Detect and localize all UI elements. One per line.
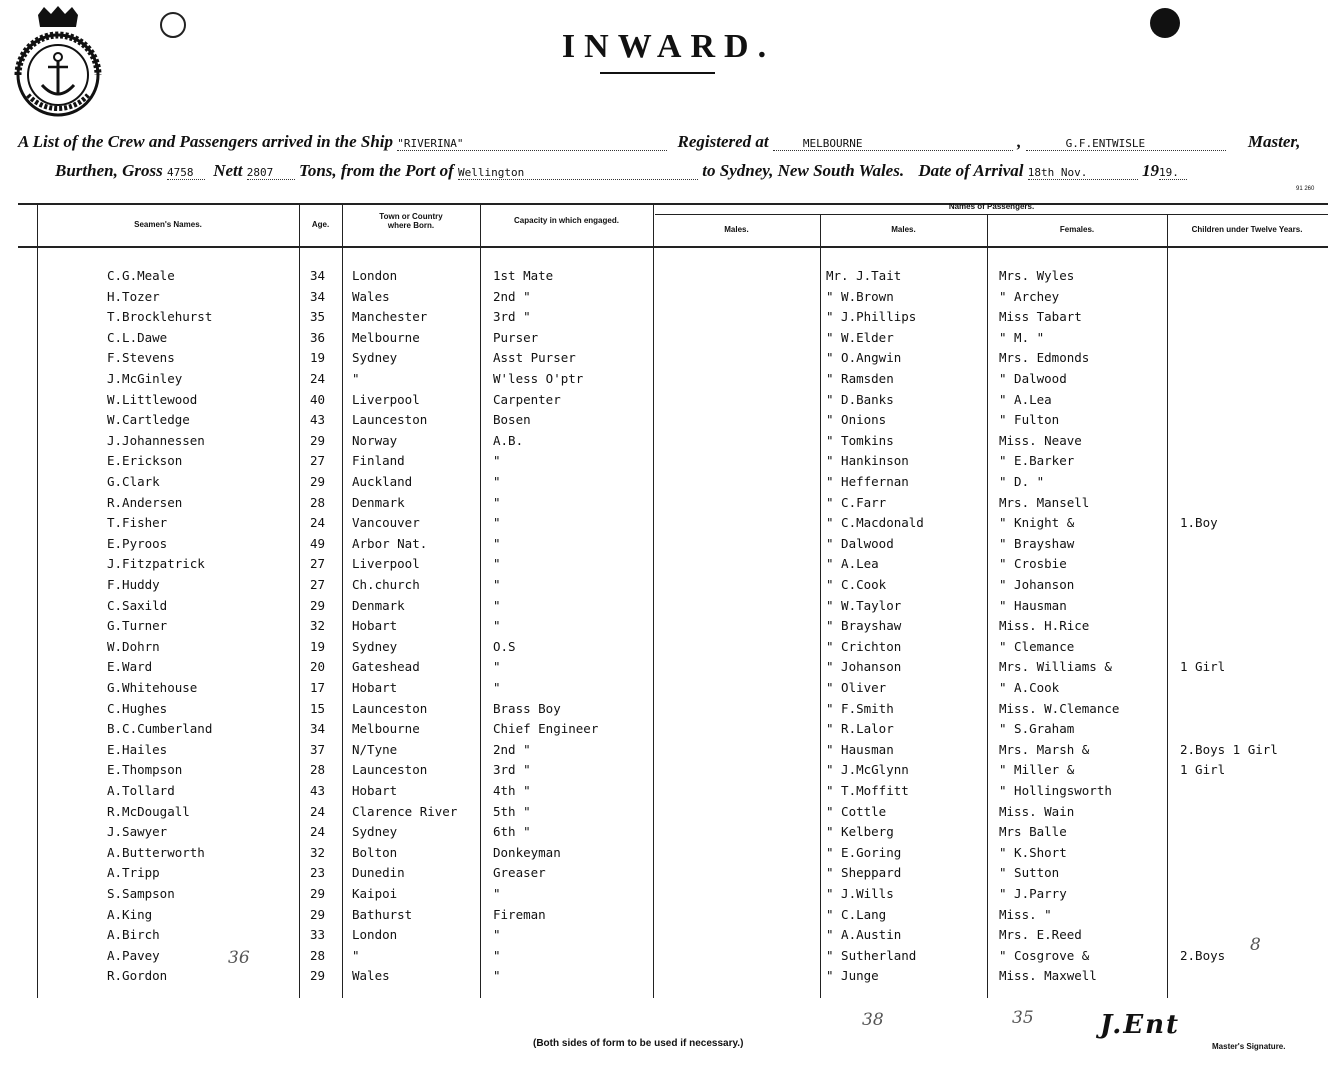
seaman-age: 29 [310,968,326,984]
passenger-female: " E.Barker [999,453,1075,469]
passenger-male: " F.Smith [826,700,894,716]
passenger-female: " Dalwood [999,371,1067,386]
seaman-birthplace: Liverpool [352,391,420,407]
seaman-capacity: " [493,659,501,675]
seaman-capacity: " [493,886,501,901]
seaman-age: 35 [310,309,326,325]
passenger-male: " E.Goring [826,844,902,860]
passenger-male: Mr. J.Tait [826,268,902,283]
passenger-male: " Cottle [826,803,887,819]
seaman-age: 28 [310,762,326,778]
registered-port: MELBOURNE [773,137,1013,151]
seaman-birthplace: London [352,268,398,283]
passenger-female: " Hausman [999,597,1067,613]
passenger-female: " S.Graham [999,721,1075,737]
seaman-age: 15 [310,700,326,716]
seaman-age: 29 [310,886,326,901]
passenger-children: 2.Boys 1 Girl [1180,741,1278,757]
passenger-female: Miss. Maxwell [999,968,1097,984]
seaman-age: 24 [310,371,326,386]
col-rule-4 [653,203,654,998]
header-line-1: A List of the Crew and Passengers arrived in the Ship "RIVERINA" Registered at MELBOURNE , G.F.ENTWISLE Master, [18,132,1301,151]
seaman-birthplace: Manchester [352,309,428,325]
children-count-annotation: 8 [1250,935,1261,955]
seaman-birthplace: Kaipoi [352,886,398,901]
passenger-female: Miss Tabart [999,309,1082,325]
seaman-birthplace: Melbourne [352,329,420,345]
to-label: to Sydney, New South Wales. [702,161,905,180]
passenger-male: " Crichton [826,638,902,654]
passengers-subhead-rule [655,214,1328,215]
master-label: Master, [1247,132,1301,151]
seaman-capacity: O.S [493,638,516,654]
passenger-male: " Sheppard [826,865,902,881]
seaman-capacity: 3rd " [493,309,531,325]
seaman-capacity: " [493,947,501,963]
seaman-age: 19 [310,350,326,366]
seaman-age: 43 [310,783,326,798]
passenger-female: " K.Short [999,844,1067,860]
seaman-capacity: " [493,597,501,613]
passenger-female: " Cosgrove & [999,947,1090,963]
seaman-name: R.McDougall [107,803,190,819]
passenger-male: " O.Angwin [826,350,902,366]
passenger-female: " A.Lea [999,391,1052,407]
passenger-female: Mrs. Williams & [999,659,1112,675]
seaman-birthplace: London [352,927,398,943]
seaman-capacity: " [493,680,501,695]
seaman-name: W.Dohrn [107,638,160,654]
passenger-male: " Ramsden [826,371,894,386]
tons-label: Tons, from the Port of [299,161,454,180]
seaman-birthplace: Norway [352,432,398,448]
col-rule-5 [820,214,821,998]
passenger-male: " Heffernan [826,474,909,489]
passenger-male: " C.Macdonald [826,515,924,531]
title-underline [600,72,715,74]
col-rule-6 [987,214,988,998]
seaman-capacity: Carpenter [493,391,561,407]
passenger-female: " Johanson [999,577,1075,592]
seaman-name: T.Brocklehurst [107,309,213,325]
seaman-capacity: Donkeyman [493,844,561,860]
passenger-female: Miss. Wain [999,803,1075,819]
seaman-name: W.Littlewood [107,391,198,407]
seaman-age: 24 [310,824,326,840]
passenger-children: 1 Girl [1180,659,1226,675]
passenger-male: " Junge [826,968,879,984]
year-prefix: 19 [1141,161,1159,180]
passenger-female: " M. " [999,329,1045,345]
passenger-female: " Archey [999,288,1060,304]
signature-label: Master's Signature. [1212,1042,1286,1051]
seaman-age: 49 [310,535,326,551]
col-header-town-line2: where Born. [387,221,435,230]
passenger-male: " T.Moffitt [826,783,909,798]
arrival-date: 18th Nov. [1028,166,1138,180]
seaman-capacity: " [493,577,501,592]
passenger-male: " Sutherland [826,947,917,963]
seaman-name: W.Cartledge [107,412,190,428]
passenger-female: " Miller & [999,762,1075,778]
passenger-male: " Dalwood [826,535,894,551]
passenger-female: Mrs. Edmonds [999,350,1090,366]
passenger-female: Miss. H.Rice [999,618,1090,634]
seaman-birthplace: Dunedin [352,865,405,881]
col-header-males-1: Males. [724,225,749,234]
passenger-female: " Clemance [999,638,1075,654]
passenger-children: 1.Boy [1180,515,1218,531]
passenger-female: " Hollingsworth [999,783,1112,798]
seaman-name: A.Butterworth [107,844,205,860]
seaman-capacity: " [493,474,501,489]
seaman-capacity: W'less O'ptr [493,371,584,386]
seaman-age: 19 [310,638,326,654]
crew-count-annotation: 36 [228,948,250,968]
seaman-name: S.Sampson [107,886,175,901]
passenger-female: Miss. " [999,906,1052,922]
seaman-name: E.Ward [107,659,153,675]
seaman-birthplace: Auckland [352,474,413,489]
seaman-birthplace: Hobart [352,618,398,634]
seaman-name: E.Thompson [107,762,183,778]
seaman-birthplace: Ch.church [352,577,420,592]
passenger-male: " A.Lea [826,556,879,572]
seaman-capacity: A.B. [493,432,524,448]
seaman-age: 27 [310,556,326,572]
seaman-age: 27 [310,453,326,469]
seaman-age: 29 [310,474,326,489]
seaman-birthplace: Wales [352,288,390,304]
seaman-age: 36 [310,329,326,345]
list-label: A List of the Crew and Passengers arrived in the Ship [18,132,393,151]
seaman-birthplace: Hobart [352,680,398,695]
seaman-birthplace: Gateshead [352,659,420,675]
seaman-name: H.Tozer [107,288,160,304]
seaman-name: E.Hailes [107,741,168,757]
seaman-capacity: " [493,556,501,572]
passenger-female: " J.Parry [999,886,1067,901]
arrival-label: Date of Arrival [918,161,1024,180]
from-port: Wellington [458,166,698,180]
passenger-male: " Hausman [826,741,894,757]
seaman-name: E.Erickson [107,453,183,469]
seaman-age: 28 [310,494,326,510]
col-rule-1 [299,203,300,998]
passenger-female: " D. " [999,474,1045,489]
seaman-capacity: Fireman [493,906,546,922]
seaman-birthplace: Arbor Nat. [352,535,428,551]
seaman-name: J.Fitzpatrick [107,556,205,572]
passenger-male: " C.Farr [826,494,887,510]
passenger-female: " Fulton [999,412,1060,428]
seaman-birthplace: Hobart [352,783,398,798]
passenger-male: " J.Wills [826,886,894,901]
passenger-female: Mrs. E.Reed [999,927,1082,943]
col-header-females: Females. [1059,225,1095,234]
passenger-children: 2.Boys [1180,947,1226,963]
seaman-birthplace: Launceston [352,762,428,778]
year-suffix: 19. [1159,166,1187,180]
seaman-age: 34 [310,288,326,304]
seaman-capacity: Bosen [493,412,531,428]
master-signature: J.Ent [1100,1010,1181,1040]
passenger-female: Mrs. Mansell [999,494,1090,510]
passenger-male: " W.Taylor [826,597,902,613]
col-header-passengers: Names of Passengers. [948,202,1035,211]
form-code: 91 260 [1296,186,1315,192]
passenger-female: Miss. Neave [999,432,1082,448]
seaman-birthplace: Melbourne [352,721,420,737]
passenger-male: " Oliver [826,680,887,695]
seaman-birthplace: Sydney [352,638,398,654]
seaman-name: J.McGinley [107,371,183,386]
passenger-female: Miss. W.Clemance [999,700,1120,716]
seaman-capacity: " [493,494,501,510]
seaman-capacity: 2nd " [493,741,531,757]
seaman-age: 34 [310,268,326,283]
seaman-capacity: " [493,453,501,469]
seaman-name: J.Sawyer [107,824,168,840]
seaman-birthplace: Launceston [352,412,428,428]
col-header-children: Children under Twelve Years. [1191,225,1303,234]
passenger-children: 1 Girl [1180,762,1226,778]
passenger-female: " Brayshaw [999,535,1075,551]
passenger-male: " W.Brown [826,288,894,304]
passenger-male: " C.Cook [826,577,887,592]
seaman-birthplace: Clarence River [352,803,458,819]
seaman-age: 32 [310,844,326,860]
seaman-capacity: 1st Mate [493,268,554,283]
seaman-age: 23 [310,865,326,881]
seaman-age: 24 [310,803,326,819]
col-header-names: Seamen's Names. [134,220,202,229]
passenger-male: " Tomkins [826,432,894,448]
seaman-name: R.Gordon [107,968,168,984]
seaman-name: F.Huddy [107,577,160,592]
seaman-age: 17 [310,680,326,695]
seaman-age: 27 [310,577,326,592]
seaman-capacity: 2nd " [493,288,531,304]
seaman-age: 40 [310,391,326,407]
passenger-female: " Knight & [999,515,1075,531]
seaman-birthplace: Finland [352,453,405,469]
nett-label: Nett [213,161,243,180]
passenger-male: " Onions [826,412,887,428]
seaman-birthplace: " [352,371,360,386]
passenger-male: " Hankinson [826,453,909,469]
seaman-birthplace: " [352,947,360,963]
seaman-capacity: 5th " [493,803,531,819]
seaman-birthplace: Denmark [352,494,405,510]
seaman-birthplace: Sydney [352,824,398,840]
passenger-female: Mrs Balle [999,824,1067,840]
seaman-name: E.Pyroos [107,535,168,551]
gross-tonnage: 4758 [167,166,205,180]
seaman-birthplace: Bolton [352,844,398,860]
seaman-age: 37 [310,741,326,757]
col-header-males-2: Males. [891,225,916,234]
seaman-capacity: Chief Engineer [493,721,599,737]
col-rule-7 [1167,214,1168,998]
nett-tonnage: 2807 [247,166,295,180]
seaman-name: T.Fisher [107,515,168,531]
col-header-town [342,212,480,230]
passenger-male: " Johanson [826,659,902,675]
seaman-birthplace: N/Tyne [352,741,398,757]
seaman-name: C.L.Dawe [107,329,168,345]
seaman-age: 29 [310,432,326,448]
seaman-capacity: " [493,535,501,551]
passenger-male: " J.Phillips [826,309,917,325]
seaman-birthplace: Bathurst [352,906,413,922]
table-header-rule [18,246,1328,248]
seaman-capacity: Greaser [493,865,546,881]
col-header-capacity: Capacity in which engaged. [514,216,619,225]
seaman-age: 29 [310,597,326,613]
passenger-female: " Sutton [999,865,1060,881]
seaman-name: A.Tollard [107,783,175,798]
seaman-capacity: 3rd " [493,762,531,778]
seaman-capacity: " [493,968,501,984]
passenger-male: " J.McGlynn [826,762,909,778]
seaman-name: C.Saxild [107,597,168,613]
seaman-capacity: Asst Purser [493,350,576,366]
header-line-2 [55,161,1187,181]
col-rule-2 [342,203,343,998]
burthen-label: Burthen, Gross [55,161,163,180]
passenger-male: " Kelberg [826,824,894,840]
col-header-town-line1: Town or Country [379,212,443,221]
seaman-name: A.Birch [107,927,160,943]
col-header-age: Age. [311,220,330,229]
seaman-birthplace: Sydney [352,350,398,366]
passenger-male: " Brayshaw [826,618,902,634]
seaman-age: 20 [310,659,326,675]
col-rule-0 [37,203,38,998]
passenger-female: " A.Cook [999,680,1060,695]
seaman-capacity: Purser [493,329,539,345]
seaman-age: 24 [310,515,326,531]
page-title: INWARD. [561,28,776,65]
seaman-age: 28 [310,947,326,963]
seaman-capacity: " [493,927,501,943]
seaman-name: J.Johannessen [107,432,205,448]
col-rule-3 [480,203,481,998]
male-count-annotation: 38 [862,1010,884,1030]
footer-note: (Both sides of form to be used if necessary.) [533,1038,744,1049]
passenger-male: " C.Lang [826,906,887,922]
passenger-male: " R.Lalor [826,721,894,737]
passenger-male: " D.Banks [826,391,894,407]
seaman-age: 43 [310,412,326,428]
seaman-name: A.Pavey [107,947,160,963]
seaman-name: R.Andersen [107,494,183,510]
seaman-capacity: 6th " [493,824,531,840]
seaman-name: C.Hughes [107,700,168,716]
seaman-capacity: " [493,618,501,634]
passenger-female: " Crosbie [999,556,1067,572]
seaman-name: C.G.Meale [107,268,175,283]
seaman-capacity: 4th " [493,783,531,798]
seaman-name: A.King [107,906,153,922]
seaman-name: B.C.Cumberland [107,721,213,737]
seaman-birthplace: Wales [352,968,390,984]
passenger-female: Mrs. Wyles [999,268,1075,283]
seaman-name: A.Tripp [107,865,160,881]
seaman-name: F.Stevens [107,350,175,366]
seaman-birthplace: Launceston [352,700,428,716]
master-name: G.F.ENTWISLE [1026,137,1226,151]
seaman-age: 33 [310,927,326,943]
seaman-birthplace: Liverpool [352,556,420,572]
seaman-age: 32 [310,618,326,634]
passenger-female: Mrs. Marsh & [999,741,1090,757]
seaman-name: G.Whitehouse [107,680,198,695]
seaman-birthplace: Vancouver [352,515,420,531]
seaman-capacity: " [493,515,501,531]
seaman-age: 29 [310,906,326,922]
seaman-capacity: Brass Boy [493,700,561,716]
passenger-male: " W.Elder [826,329,894,345]
ship-name: "RIVERINA" [397,137,667,151]
seaman-birthplace: Denmark [352,597,405,613]
registered-label: Registered at [677,132,769,151]
seaman-age: 34 [310,721,326,737]
seaman-name: G.Clark [107,474,160,489]
female-count-annotation: 35 [1012,1008,1034,1028]
seaman-name: G.Turner [107,618,168,634]
passenger-male: " A.Austin [826,927,902,943]
